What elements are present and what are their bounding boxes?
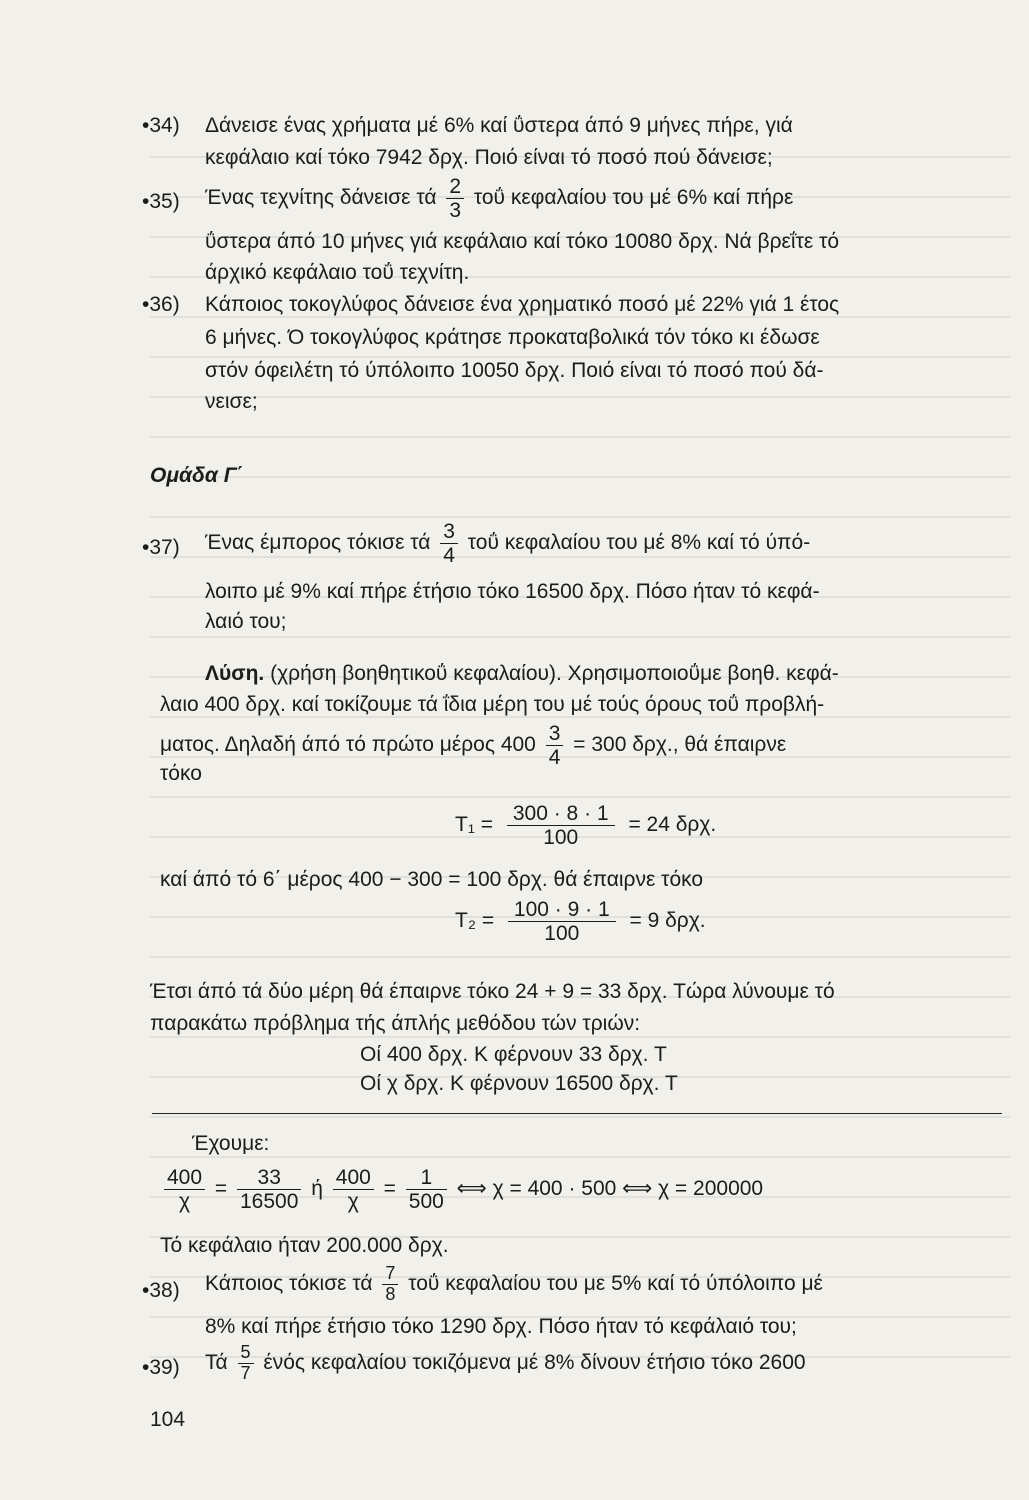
problem-39-line-1 (205, 1343, 806, 1384)
group-heading: Ομάδα Γ΄ (150, 464, 244, 487)
eq-denominator: 500 (408, 1190, 444, 1214)
fraction-denominator: 8 (385, 1283, 396, 1304)
formula-t1 (455, 802, 716, 849)
problem-36-line-1: Κάποιος τοκογλύφος δάνεισε ένα χρηματικό ποσό μέ 22% γιά 1 έτος (205, 293, 840, 316)
fraction-numerator: 7 (382, 1264, 398, 1285)
fraction-5-7 (238, 1343, 254, 1384)
problem-37-number: •37) (142, 536, 180, 559)
problem-38-text-b: τοΰ κεφαλαίου του με 5% καί τό ύπόλοιπο μέ (408, 1271, 823, 1295)
solution-line-1 (205, 662, 839, 686)
solution-label: Λύση. (205, 662, 265, 685)
fraction-denominator: 7 (240, 1362, 251, 1383)
t1-label: T₁ = (455, 813, 494, 837)
problem-36-number: •36) (142, 293, 180, 316)
problem-35-line-3: άρχικό κεφάλαιο τοΰ τεχνίτη. (205, 261, 470, 284)
solution-line-5: καί άπό τό 6΄ μέρος 400 − 300 = 100 δρχ. θά έπαιρνε τόκο (160, 868, 704, 891)
problem-36-line-4: νεισε; (205, 390, 258, 413)
frac-400-x-2 (333, 1166, 374, 1213)
solution-line-4: τόκο (160, 762, 202, 785)
t1-numerator: 300 · 8 · 1 (507, 802, 615, 826)
problem-35-line-1 (205, 175, 793, 222)
formula-t2 (455, 898, 706, 945)
eq-numerator: 1 (406, 1166, 447, 1190)
equals-sign-2: = (383, 1177, 396, 1201)
answer-line: Τό κεφάλαιο ήταν 200.000 δρχ. (160, 1234, 449, 1257)
t1-result: = 24 δρχ. (628, 813, 717, 837)
t1-denominator: 100 (543, 826, 579, 850)
fraction-denominator: 3 (449, 199, 462, 223)
problem-38-number: •38) (142, 1279, 180, 1302)
t1-fraction (507, 802, 615, 849)
problem-35-text-a: Ένας τεχνίτης δάνεισε τά (205, 186, 437, 210)
solution-line-6: Έτσι άπό τά δύο μέρη θά έπαιρνε τόκο 24 + 9 = 33 δρχ. Τώρα λύνουμε τό (150, 980, 835, 1003)
problem-37-line-2: λοιπο μέ 9% καί πήρε έτήσιο τόκο 16500 δρχ. Πόσο ήταν τό κεφά- (205, 580, 820, 603)
t2-label: T₂ = (455, 909, 495, 933)
eq-denominator: χ (347, 1190, 359, 1214)
frac-400-x (164, 1166, 205, 1213)
problem-37-line-3: λαιό του; (205, 610, 287, 633)
problem-36-line-2: 6 μήνες. Ό τοκογλύφος κράτησε προκαταβολικά τόν τόκο κι έδωσε (205, 326, 820, 349)
problem-39-text-a: Τά (205, 1350, 228, 1374)
problem-39-text-b: ένός κεφαλαίου τοκιζόμενα μέ 8% δίνουν έτήσιο τόκο 2600 (263, 1350, 806, 1374)
eq-denominator: χ (179, 1190, 191, 1214)
eq-numerator: 33 (237, 1166, 301, 1190)
fraction-numerator: 3 (546, 722, 564, 746)
t2-result: = 9 δρχ. (629, 909, 706, 933)
t2-denominator: 100 (544, 922, 580, 946)
t2-fraction (508, 898, 616, 945)
solution-text-3b: = 300 δρχ., θά έπαιρνε (573, 733, 787, 757)
solution-line-3 (160, 722, 786, 769)
separator-line (152, 1113, 1002, 1114)
problem-34-line-2: κεφάλαιο καί τόκο 7942 δρχ. Ποιό είναι τό ποσό πού δάνεισε; (205, 146, 773, 169)
fraction-numerator: 3 (440, 520, 458, 544)
equation-rest: ⟺ χ = 400 · 500 ⟺ χ = 200000 (456, 1177, 764, 1201)
problem-39-number: •39) (142, 1356, 180, 1379)
fraction-3-4-solution (546, 722, 564, 769)
frac-1-500 (406, 1166, 447, 1213)
solution-text-3a: ματος. Δηλαδή άπό τό πρώτο μέρος 400 (160, 733, 536, 757)
fraction-3-4 (440, 520, 458, 567)
problem-37-text-a: Ένας έμπορος τόκισε τά (205, 531, 431, 555)
problem-35-number: •35) (142, 190, 180, 213)
problem-36-line-3: στόν όφειλέτη τό ύπόλοιπο 10050 δρχ. Ποιό είναι τό ποσό πού δά- (205, 359, 824, 382)
problem-35-text-b: τοΰ κεφαλαίου του μέ 6% καί πήρε (473, 186, 794, 210)
problem-38-line-2: 8% καί πήρε έτήσιο τόκο 1290 δρχ. Πόσο ήταν τό κεφάλαιό του; (205, 1315, 797, 1338)
or-word: ή (311, 1177, 323, 1201)
problem-34-line-1: Δάνεισε ένας χρήματα μέ 6% καί ΰστερα άπό 9 μήνες πήρε, γιά (205, 114, 793, 137)
fraction-denominator: 4 (443, 544, 455, 568)
problem-35-line-2: ΰστερα άπό 10 μήνες γιά κεφάλαιο καί τόκο 10080 δρχ. Νά βρεΐτε τό (205, 230, 840, 253)
eq-denominator: 16500 (240, 1190, 299, 1214)
have-label: Έχουμε: (192, 1132, 270, 1155)
problem-37-line-1 (205, 520, 810, 567)
solution-line-2: λαιο 400 δρχ. καί τοκίζουμε τά ΐδια μέρη του μέ τούς όρους τοΰ προβλή- (160, 693, 825, 716)
fraction-denominator: 4 (548, 746, 561, 770)
eq-numerator: 400 (164, 1166, 205, 1190)
problem-38-text-a: Κάποιος τόκισε τά (205, 1271, 373, 1295)
eq-numerator: 400 (333, 1166, 374, 1190)
equals-sign: = (214, 1177, 228, 1201)
fraction-7-8 (382, 1264, 398, 1305)
solution-line-7: παρακάτω πρόβλημα τής άπλής μεθόδου τών τριών: (150, 1012, 641, 1035)
page-number: 104 (150, 1408, 186, 1431)
t2-numerator: 100 · 9 · 1 (508, 898, 616, 922)
frac-33-16500 (237, 1166, 301, 1213)
fraction-numerator: 5 (238, 1343, 254, 1364)
fraction-numerator: 2 (446, 175, 464, 199)
solution-text-1: (χρήση βοηθητικοΰ κεφαλαίου). Χρησιμοποιοΰμε βοηθ. κεφά- (270, 662, 839, 685)
problem-34-number: •34) (142, 114, 180, 137)
proportion-equation (160, 1166, 763, 1213)
rule-of-three-row-2: Οί χ δρχ. Κ φέρνουν 16500 δρχ. Τ (360, 1072, 678, 1095)
fraction-2-3 (446, 175, 464, 222)
problem-38-line-1 (205, 1264, 823, 1305)
problem-37-text-b: τοΰ κεφαλαίου του μέ 8% καί τό ύπό- (467, 531, 811, 555)
rule-of-three-row-1: Οί 400 δρχ. Κ φέρνουν 33 δρχ. Τ (360, 1043, 667, 1066)
